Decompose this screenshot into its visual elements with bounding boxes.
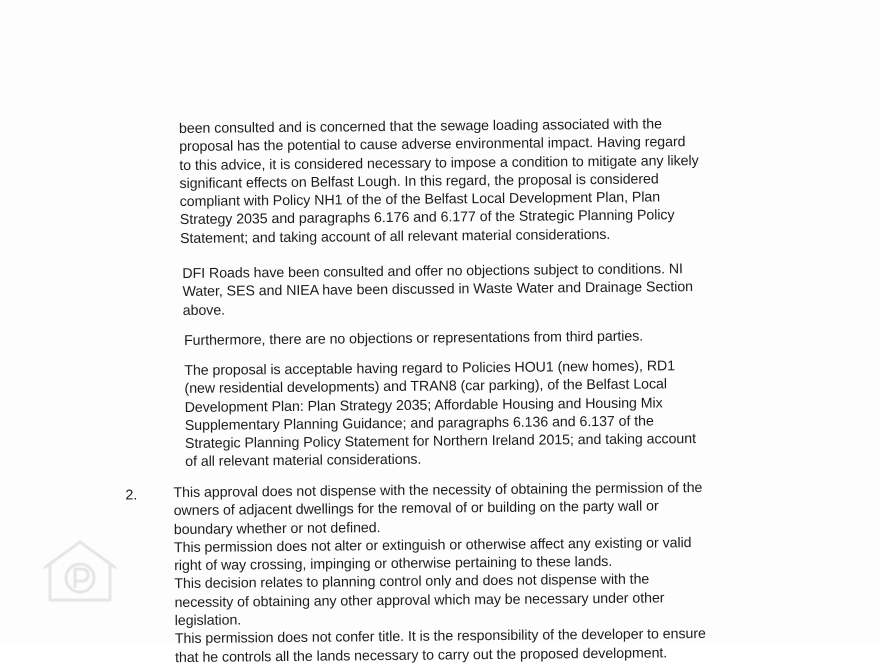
text-line: (new residential developments) and TRAN8 (car parking), of the Belfast Local <box>184 376 668 398</box>
text-line: to this advice, it is considered necessary to impose a condition to mitigate any likely <box>179 152 699 174</box>
text-line: right of way crossing, impinging or otherwise pertaining to these lands. <box>174 554 613 575</box>
text-line: been consulted and is concerned that the sewage loading associated with the <box>178 116 662 138</box>
paragraph-sewage-loading <box>179 115 699 248</box>
text-line: above. <box>182 302 226 319</box>
text-line: Strategic Planning Policy Statement for Northern Ireland 2015; and taking account <box>184 431 697 453</box>
text-line: Statement; and taking account of all relevant material considerations. <box>179 226 611 247</box>
text-line: This decision relates to planning control only and does not dispense with the <box>174 572 650 593</box>
text-line: The proposal is acceptable having regard to Policies HOU1 (new homes), RD1 <box>184 358 676 379</box>
item-2-informatives <box>173 479 706 667</box>
text-line: proposal has the potential to cause adverse environmental impact. Having regard <box>179 134 686 156</box>
text-line: compliant with Policy NH1 of the of the Belfast Local Development Plan, Plan <box>179 189 661 211</box>
text-line: legislation. <box>174 612 242 630</box>
paragraph-no-objections <box>184 328 643 351</box>
text-line: Furthermore, there are no objections or representations from third parties. <box>183 328 644 349</box>
text-line: that he controls all the lands necessary to carry out the proposed development. <box>174 645 668 666</box>
text-line: necessity of obtaining any other approval which may be necessary under other <box>174 590 665 611</box>
text-line: owners of adjacent dwellings for the removal of or building on the party wall or <box>173 498 659 520</box>
paragraph-dfi-roads <box>182 260 693 320</box>
text-line: significant effects on Belfast Lough. In this regard, the proposal is considered <box>179 171 659 192</box>
text-line: boundary whether or not defined. <box>173 519 381 538</box>
text-line: Water, SES and NIEA have been discussed in Waste Water and Drainage Section <box>182 279 694 301</box>
text-line: of all relevant material considerations. <box>185 452 422 471</box>
property-watermark-logo-icon <box>40 538 120 604</box>
text-line: This permission does not alter or extinguish or otherwise affect any existing or valid <box>173 535 692 556</box>
text-line: This approval does not dispense with the necessity of obtaining the permission of the <box>173 480 703 502</box>
text-line: Supplementary Planning Guidance; and paragraphs 6.136 and 6.137 of the <box>184 413 654 434</box>
text-line: This permission does not confer title. It is the responsibility of the developer to ensure <box>174 626 706 648</box>
text-line: Strategy 2035 and paragraphs 6.176 and 6.177 of the Strategic Planning Policy <box>179 207 675 229</box>
text-line: Development Plan: Plan Strategy 2035; Affordable Housing and Housing Mix <box>184 394 663 416</box>
text-line: DFI Roads have been consulted and offer no objections subject to conditions. NI <box>182 261 683 282</box>
item-number: 2. <box>125 487 138 504</box>
paragraph-proposal-acceptable <box>184 357 696 472</box>
